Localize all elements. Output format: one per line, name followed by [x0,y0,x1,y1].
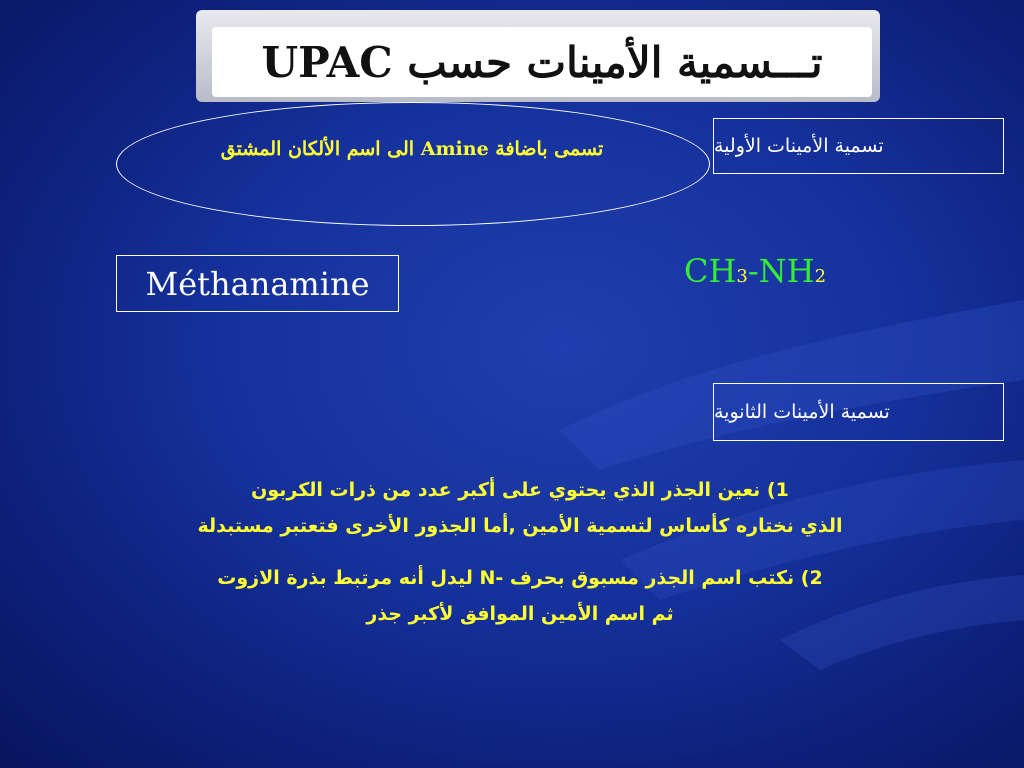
primary-naming-rule: تسمى باضافة Amine الى اسم الألكان المشتق [220,138,604,160]
secondary-amines-label: تسمية الأمينات الثانوية [714,401,890,423]
formula-subscript-3: 3 [736,266,748,287]
step-1-line-2: الذي نختاره كأساس لتسمية الأمين ,أما الجذور الأخرى فتعتبر مستبدلة [197,515,843,537]
step-2-line-2: ثم اسم الأمين الموافق لأكبر جذر [366,603,674,625]
primary-amines-label-box [713,118,1004,174]
title-plate [212,27,872,97]
example-name: Méthanamine [145,264,370,303]
secondary-amines-label-box [713,383,1004,441]
formula-nh: -NH [747,252,815,290]
page-title: تـــسمية الأمينات حسب UPAC [261,37,823,87]
rule-ellipse [116,102,710,226]
formula-ch: CH [684,252,737,290]
step-2-line-1: 2) نكتب اسم الجذر مسبوق بحرف -N ليدل أنه مرتبط بذرة الازوت [217,567,823,589]
example-name-box [116,255,399,312]
step-2-text [120,560,920,632]
step-1-text [120,472,920,544]
primary-amines-label: تسمية الأمينات الأولية [714,135,884,157]
formula-subscript-2: 2 [814,266,827,287]
step-1-line-1: 1) نعين الجذر الذي يحتوي على أكبر عدد من ذرات الكربون [251,479,789,501]
example-formula [684,252,826,290]
